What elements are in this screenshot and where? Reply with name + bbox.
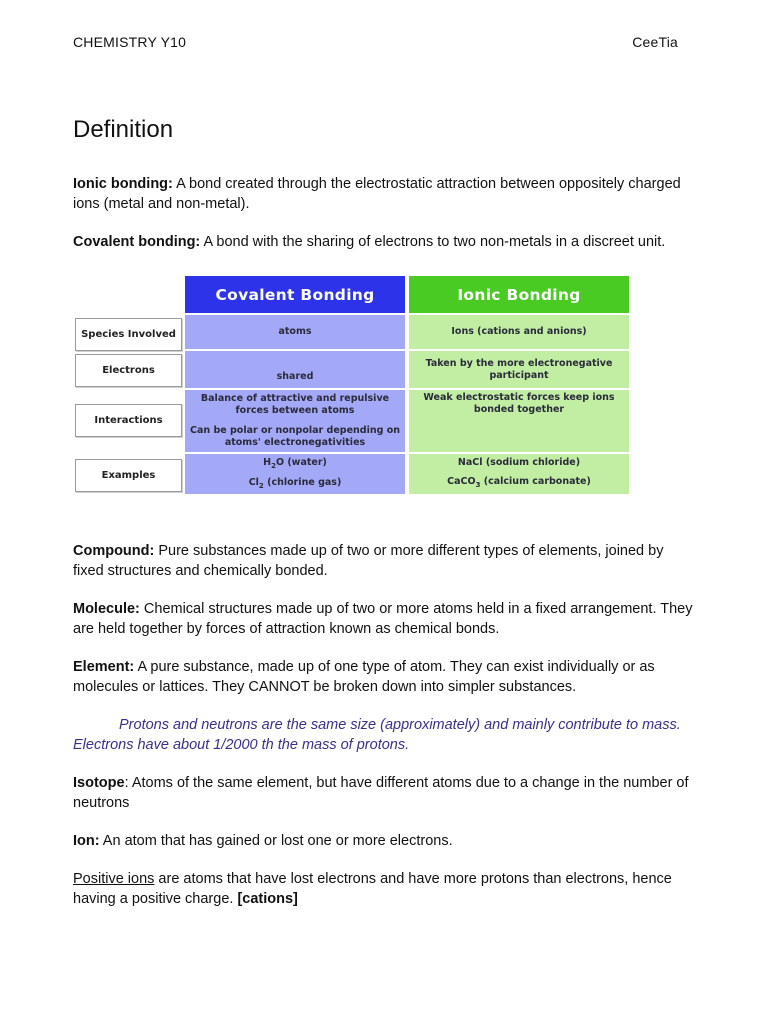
positive-ions-term: Positive ions [73,871,155,887]
compound-definition [73,542,693,581]
ionic-bonding-text: A bond created through the electrostatic attraction between oppositely charged ions (metal and non-metal). [73,176,681,212]
page-title: Definition [73,116,174,143]
mass-note [73,716,693,755]
molecule-text: Chemical structures made up of two or more atoms held in a fixed arrangement. They are held together by forces of attraction known as chemical bonds. [73,601,693,637]
covalent-bonding-text: A bond with the sharing of electrons to two non-metals in a discreet unit. [200,234,666,250]
header-author: CeeTia [632,34,678,50]
cations-tag: [cations] [237,890,298,907]
element-definition [73,658,693,697]
element-text: A pure substance, made up of one type of atom. They can exist individually or as molecules or lattices. They CANNOT be broken down into simpler substances. [73,659,655,695]
row-label-electrons: Electrons [75,354,182,387]
covalent-bonding-term: Covalent bonding: [73,234,201,250]
row-label-examples: Examples [75,459,182,492]
ionic-examples-cell [409,454,629,494]
molecule-term: Molecule: [73,601,140,617]
ionic-header: Ionic Bonding [409,276,629,313]
row-label-species: Species Involved [75,318,182,351]
ionic-example-nacl: NaCl (sodium chloride) [457,457,581,469]
covalent-bonding-definition [73,233,693,253]
covalent-example-water: $H_2O$ (water) [263,456,327,470]
covalent-examples-cell [185,454,405,494]
covalent-header: Covalent Bonding [185,276,405,313]
ionic-electrons-cell: Taken by the more electronegative participant [409,351,629,388]
covalent-interactions-cell [185,390,405,452]
ionic-bonding-definition [73,175,693,214]
compound-term: Compound: [73,543,155,559]
ion-definition [73,832,693,852]
covalent-electrons-cell [185,351,405,388]
ionic-species-cell: Ions (cations and anions) [409,315,629,349]
covalent-electrons-text: shared [276,370,314,382]
covalent-interactions-a: Balance of attractive and repulsive forces between atoms [200,393,390,416]
compound-text: Pure substances made up of two or more different types of elements, joined by fixed structures and chemically bonded. [73,543,664,579]
positive-ions-definition [73,870,693,909]
bonding-comparison-table [73,274,633,496]
covalent-species-cell: atoms [185,315,405,349]
molecule-definition [73,600,693,639]
ion-text: An atom that has gained or lost one or more electrons. [99,833,453,849]
isotope-term: Isotope [73,775,125,791]
positive-ions-text: are atoms that have lost electrons and have more protons than electrons, hence having a positive charge. [73,871,672,907]
mass-note-text: Protons and neutrons are the same size (approximately) and mainly contribute to mass. Electrons have about 1/2000 th the mass of protons. [73,717,681,753]
ionic-bonding-term: Ionic bonding: [73,176,173,192]
isotope-text: : Atoms of the same element, but have different atoms due to a change in the number of neutrons [73,775,689,811]
row-label-interactions: Interactions [75,404,182,437]
isotope-definition [73,774,693,813]
element-term: Element: [73,659,135,675]
covalent-interactions-b: Can be polar or nonpolar depending on atoms' electronegativities [189,425,401,448]
ionic-interactions-cell: Weak electrostatic forces keep ions bonded together [409,390,629,452]
header-subject: CHEMISTRY Y10 [73,34,187,50]
covalent-example-chlorine: $Cl_2$ (chlorine gas) [248,476,342,490]
ion-term: Ion: [73,833,100,849]
ionic-example-caco3: CaCO$_3$ (calcium carbonate) [447,475,591,489]
